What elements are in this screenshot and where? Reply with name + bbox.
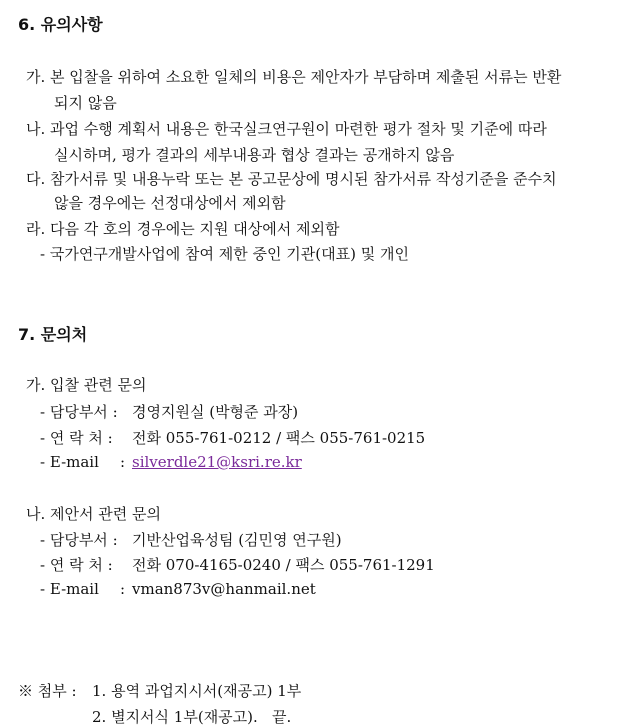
note-item-da-line2: 않을 경우에는 선정대상에서 제외함 bbox=[54, 194, 286, 212]
note-item-ga-line2: 되지 않음 bbox=[54, 94, 117, 112]
contact-bid-email-label: - E-mail bbox=[40, 453, 99, 471]
note-item-ga-line1: 가. 본 입찰을 위하여 소요한 일체의 비용은 제안자가 부담하며 제출된 서류는 반환 bbox=[26, 68, 562, 86]
contact-bid-title: 가. 입찰 관련 문의 bbox=[26, 376, 147, 394]
attachments-label: ※ 첨부 : bbox=[18, 682, 77, 700]
attachment-item-1: 1. 용역 과업지시서(재공고) 1부 bbox=[92, 682, 302, 700]
contact-proposal-dept-value: 기반산업육성팀 (김민영 연구원) bbox=[132, 531, 342, 549]
contact-bid-phone-label: - 연 락 처 : bbox=[40, 429, 113, 447]
contact-proposal-phone-label: - 연 락 처 : bbox=[40, 556, 113, 574]
section-heading-notes: 6. 유의사항 bbox=[18, 15, 103, 34]
contact-bid-phone-value: 전화 055-761-0212 / 팩스 055-761-0215 bbox=[132, 429, 426, 447]
contact-proposal-title: 나. 제안서 관련 문의 bbox=[26, 505, 161, 523]
contact-bid-dept-label: - 담당부서 : bbox=[40, 403, 118, 421]
contact-proposal-dept-label: - 담당부서 : bbox=[40, 531, 118, 549]
section-heading-contact: 7. 문의처 bbox=[18, 325, 88, 344]
contact-bid-email-link[interactable]: silverdle21@ksri.re.kr bbox=[132, 453, 302, 471]
attachment-item-2: 2. 별지서식 1부(재공고). bbox=[92, 708, 258, 726]
note-item-da-line1: 다. 참가서류 및 내용누락 또는 본 공고문상에 명시된 참가서류 작성기준을 준수치 bbox=[26, 170, 557, 188]
note-item-na-line1: 나. 과업 수행 계획서 내용은 한국실크연구원이 마련한 평가 절차 및 기준에 따라 bbox=[26, 120, 547, 138]
note-item-na-line2: 실시하며, 평가 결과의 세부내용과 협상 결과는 공개하지 않음 bbox=[54, 146, 455, 164]
contact-proposal-email-label: - E-mail bbox=[40, 580, 99, 598]
note-item-ra-subitem: - 국가연구개발사업에 참여 제한 중인 기관(대표) 및 개인 bbox=[40, 245, 409, 263]
contact-bid-email-colon: : bbox=[120, 453, 126, 471]
contact-proposal-email-colon: : bbox=[120, 580, 126, 598]
contact-proposal-email-value: vman873v@hanmail.net bbox=[132, 580, 316, 598]
note-item-ra-line1: 라. 다음 각 호의 경우에는 지원 대상에서 제외함 bbox=[26, 220, 340, 238]
contact-proposal-phone-value: 전화 070-4165-0240 / 팩스 055-761-1291 bbox=[132, 556, 435, 574]
contact-bid-dept-value: 경영지원실 (박형준 과장) bbox=[132, 403, 299, 421]
end-mark: 끝. bbox=[272, 708, 292, 726]
